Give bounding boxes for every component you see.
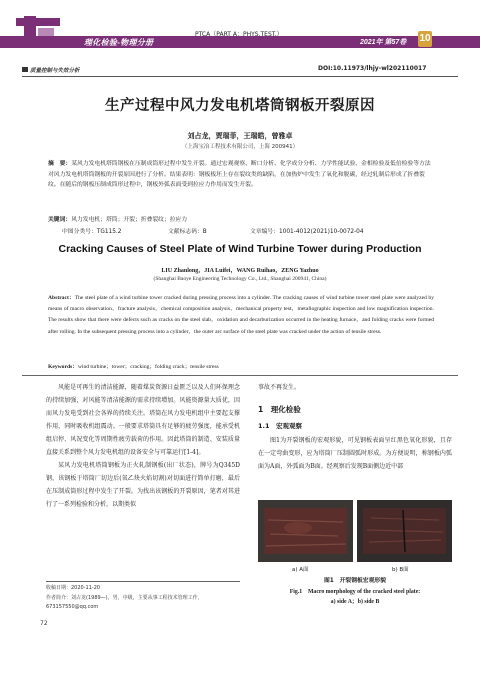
document-code: 文献标志码：B	[168, 229, 207, 235]
title-en: Cracking Causes of Steel Plate of Wind Turbine Tower during Production	[58, 243, 422, 255]
paragraph: 图1为开裂钢板的宏观形貌，可见钢板表面呈红黑色氧化形貌，且存在一定弯曲变形，应为塔筒厂压制圆弧时形成。为方便说明，称钢板内弧面为A面，外弧面为B面。经观察后发现B面侧边近中部	[258, 437, 452, 470]
authors-en: LIU Zhanlong，JIA Luifei，WANG Ruihao，ZENG Yazhuo	[161, 268, 319, 274]
abstract-cn-label: 摘 要：	[48, 161, 72, 167]
divider	[22, 76, 458, 77]
abstract-en	[48, 293, 434, 338]
journal-name: PTCA（PART A：PHYS.TEST.）	[195, 31, 283, 38]
body-left-column	[46, 381, 240, 511]
issue-label: 2021年 第57卷	[360, 39, 407, 46]
figure-caption-en-sub: a) side A；b) side B	[330, 599, 380, 605]
figure-caption-cn: 图1 开裂钢板宏观形貌	[323, 578, 386, 584]
abstract-cn	[48, 159, 434, 191]
figure-sublabel-a: a) A面	[292, 567, 309, 573]
keywords-en	[48, 362, 434, 370]
figure-caption-en: Fig.1 Macro morphology of the cracked steel plate:	[289, 589, 421, 595]
footnote-author: 作者简介：刘占龙(1989—)，男，中级，主要从事工程技术管理工作，673157550@qq.com	[46, 595, 203, 610]
body-right-column	[258, 434, 452, 473]
keywords-en-text: wind turbine；tower；cracking；folding crack；tensile stress	[77, 364, 219, 370]
affiliation-en: (Shanghai Baoye Engineering Technology Co., Ltd., Shanghai 200941, China)	[153, 276, 327, 282]
abstract-en-label: Abstract：	[48, 295, 75, 301]
footnote-received: 收稿日期：2020-11-20	[46, 585, 101, 591]
title-cn: 生产过程中风力发电机塔筒钢板开裂原因	[105, 98, 375, 114]
paragraph: 某风力发电机塔筒钢板为正火轧制钢板(出厂状态)，牌号为Q345D钢，该钢板于塔筒厂切边后(氧乙炔火焰切割)对切面进行简单打磨，最后在压制成筒形过程中发生了开裂。为找出该钢板的开裂原因，笔者对其进行了一系列检验和分析，以期类似	[46, 462, 240, 508]
authors-cn: 刘占龙，贾瑞菲，王瑞皓，曾雅卓	[187, 132, 293, 140]
section-heading: 1 理化检验	[258, 405, 301, 414]
figure-sublabel-b: b) B面	[392, 567, 409, 573]
paragraph: 事故不再发生。	[258, 384, 301, 391]
journal-header	[0, 0, 480, 48]
series-name: 理化检验-物理分册	[84, 38, 154, 47]
article-number: 文章编号：1001-4012(2021)10-0072-04	[250, 229, 364, 235]
affiliation-cn: （上海宝冶工程技术有限公司，上海 200941）	[181, 144, 299, 150]
page-number: 72	[40, 620, 48, 627]
clc-number: 中图分类号：TG115.2	[62, 229, 122, 235]
section-marker	[22, 67, 28, 72]
keywords-cn	[48, 214, 434, 223]
paragraph: 风能是可再生的清洁能源，随着煤炭资源日益匮乏以及人们环保理念的持续加强，对风能等清洁能源的需求持续增加。风能资源量大质优，因而风力发电受到社会各界的持续关注。塔筒在风力发电机组中主要起支撑作用，同时吸收机组震动。一般要求塔筒具有足够的疲劳强度，能承受机组启停、风况变化等周期性疲劳载荷的作用。因此塔筒的制造、安装质量直接关系到整个风力发电机组的设备安全与可靠运行[1-4]。	[46, 384, 240, 456]
abstract-cn-text: 某风力发电机塔筒钢板在压制成筒形过程中发生开裂。通过宏观观察、断口分析、化学成分分析、力学性能试验、金相检验及低倍检验等方法对风力发电机塔筒钢板的开裂原因进行了分析。结果表明：钢板板坯上存在裂纹类的缺陷，在加热炉中发生了氧化和脱碳，经过轧制后形成了折叠裂纹。在随后的钢板压制成筒形过程中，钢板外弧表面受到拉应力作用而发生开裂。	[48, 161, 431, 189]
abstract-en-text: The steel plate of a wind turbine tower cracked during pressing process into a cylinder. The cracking causes of wind turbine tower steel plate were analyzed by means of macro observation，fracture analysis，chemical composition analysis，mechanical property test，metallographic inspection and low magnification inspection. The results show that there were defects such as cracks on the steel slab，oxidation and decarburization occurred in the heating furnace，and folding cracks were formed after rolling. In the subsequent pressing process into a cylinder，the outer arc surface of the steel plate was cracked under the action of tensile stress.	[48, 295, 434, 335]
section-label: 质量控制与失效分析	[30, 68, 80, 74]
keywords-cn-label: 关键词：	[48, 217, 72, 223]
body-right-top	[258, 381, 452, 394]
figure-photo-a	[258, 500, 353, 562]
divider	[22, 375, 458, 376]
keywords-cn-text: 风力发电机；塔筒；开裂；折叠裂纹；拉应力	[71, 217, 188, 223]
keywords-en-label: Keywords：	[48, 364, 78, 370]
figure-photo-b	[357, 500, 452, 562]
subsection-heading: 1.1 宏观观察	[258, 422, 303, 430]
issue-number: 10	[419, 33, 431, 44]
footnote-divider	[46, 581, 240, 582]
doi[interactable]: DOI:10.11973/lhjy-wl202110017	[318, 65, 427, 72]
